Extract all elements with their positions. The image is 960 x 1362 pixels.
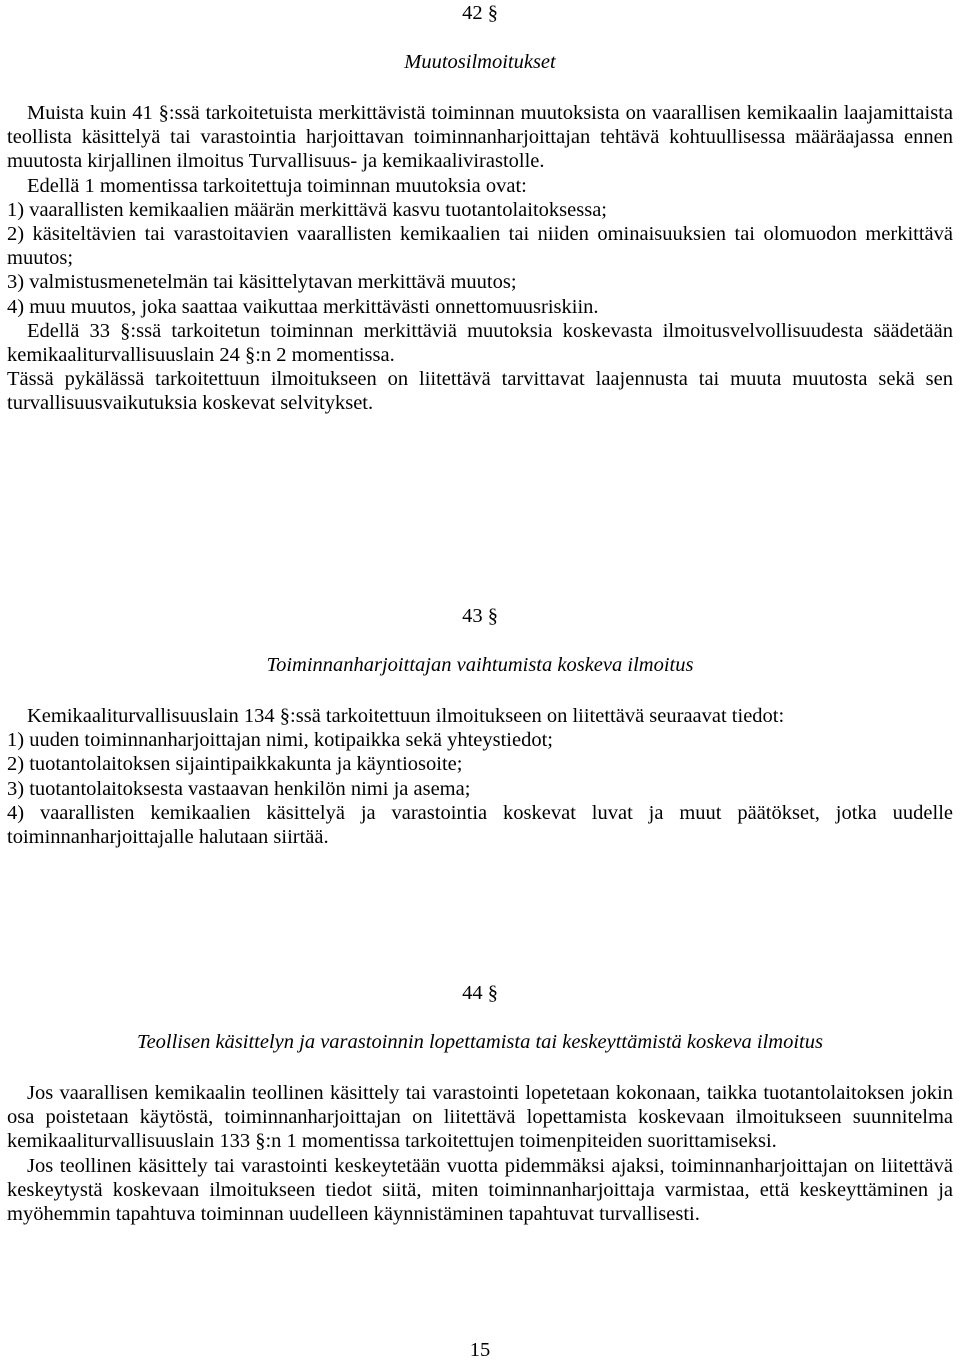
paragraph: Jos teollinen käsittely tai varastointi keskeytetään vuotta pidemmäksi ajaksi, toiminnanharjoittajan on liitettävä keskeytystä koskevaan ilmoitukseen tiedot siitä, miten toiminnanharjoittaja varmistaa, että keskeyttäminen ja myöhemmin tapahtuva toiminnan uudelleen käynnistäminen tapahtuvat turvallisesti.	[7, 1154, 953, 1226]
list-item: 3) valmistusmenetelmän tai käsittelytavan merkittävä muutos;	[7, 271, 517, 294]
section-number: 43 §	[462, 605, 498, 627]
section-44	[7, 981, 953, 1005]
paragraph: Kemikaaliturvallisuuslain 134 §:ssä tarkoitettuun ilmoitukseen on liitettävä seuraavat tiedot:	[27, 705, 785, 727]
section-title: Muutosilmoitukset	[404, 51, 556, 73]
section-43-body	[7, 704, 953, 849]
paragraph: Edellä 1 momentissa tarkoitettuja toiminnan muutoksia ovat:	[27, 174, 527, 197]
paragraph: Jos vaarallisen kemikaalin teollinen käsittely tai varastointi lopetetaan kokonaan, taikka tuotantolaitoksen jokin osa poistetaan käytöstä, toiminnanharjoittajan on liitettävä lopettamista koskevaan ilmoitukseen suunnitelma kemikaaliturvallisuuslain 133 §:n 1 momentissa tarkoitettujen toimenpiteiden suorittamiseksi.	[7, 1082, 953, 1153]
section-number: 44 §	[462, 982, 498, 1004]
section-number: 42 §	[462, 2, 498, 24]
section-42	[7, 1, 953, 25]
list-item: 3) tuotantolaitoksesta vastaavan henkilön nimi ja asema;	[7, 777, 471, 800]
paragraph: Muista kuin 41 §:ssä tarkoitetuista merkittävistä toiminnan muutoksista on vaarallisen kemikaalin laajamittaista teollista käsittelyä tai varastointia harjoittavan toiminnanharjoittajan tehtävä kohtuullisessa määräajassa ennen muutosta kirjallinen ilmoitus Turvallisuus- ja kemikaalivirastolle.	[7, 102, 953, 173]
page-number: 15	[469, 1339, 491, 1361]
list-item: 1) uuden toiminnanharjoittajan nimi, kotipaikka sekä yhteystiedot;	[7, 729, 553, 752]
list-item: 4) muu muutos, joka saattaa vaikuttaa merkittävästi onnettomuusriskiin.	[7, 295, 599, 318]
paragraph: Edellä 33 §:ssä tarkoitetun toiminnan merkittäviä muutoksia koskevasta ilmoitusvelvollisuudesta säädetään kemikaaliturvallisuuslain 24 §:n 2 momentissa.	[7, 319, 953, 367]
section-title: Toiminnanharjoittajan vaihtumista koskeva ilmoitus	[266, 654, 694, 676]
list-item: 2) käsiteltävien tai varastoitavien vaarallisten kemikaalien tai niiden ominaisuuksien tai olomuodon merkittävä muutos;	[7, 223, 953, 270]
section-44-body	[7, 1081, 953, 1226]
section-43	[7, 604, 953, 628]
section-title: Teollisen käsittelyn ja varastoinnin lopettamista tai keskeyttämistä koskeva ilmoitus	[137, 1031, 823, 1053]
list-item: 1) vaarallisten kemikaalien määrän merkittävä kasvu tuotantolaitoksessa;	[7, 198, 607, 221]
paragraph: Tässä pykälässä tarkoitettuun ilmoitukseen on liitettävä tarvittavat laajennusta tai muuta muutosta sekä sen turvallisuusvaikutuksia koskevat selvitykset.	[7, 368, 953, 415]
list-item: 4) vaarallisten kemikaalien käsittelyä ja varastointia koskevat luvat ja muut päätökset, jotka uudelle toiminnanharjoittajalle halutaan siirtää.	[7, 801, 953, 849]
section-42-body	[7, 101, 953, 416]
list-item: 2) tuotantolaitoksen sijaintipaikkakunta ja käyntiosoite;	[7, 753, 463, 776]
